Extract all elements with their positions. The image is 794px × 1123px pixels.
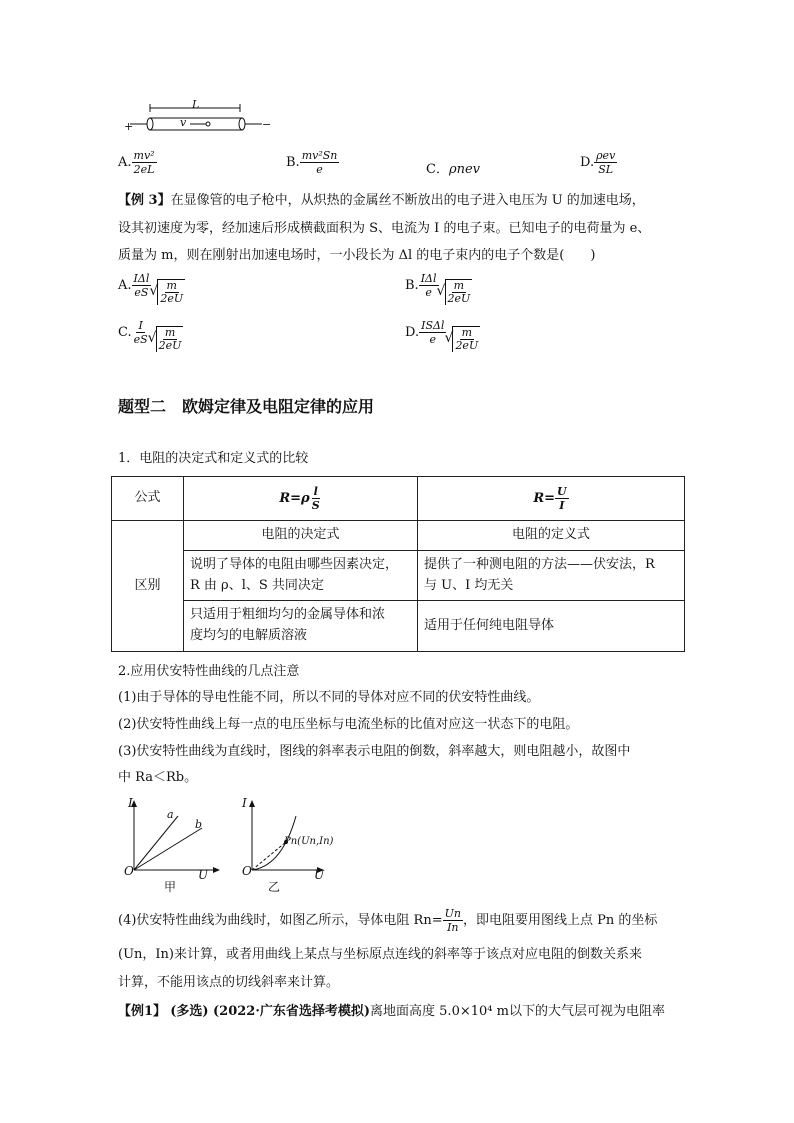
example3-option-a: A. $\frac{\text{IΔl}}{eS}$ √ $\frac{m}{2eU}$: [118, 273, 185, 305]
cell-definition-label: 电阻的定义式: [418, 521, 685, 551]
table-header-difference: 区别: [112, 521, 184, 652]
jia-y-label: I: [128, 796, 133, 810]
example1-line: 【例1】 (多选) (2022·广东省选择考模拟)离地面高度 5.0×10⁴ m以下的大气层可视为电阻率: [118, 1004, 665, 1019]
comparison-table: [111, 476, 685, 652]
example3-option-b: B. $\frac{\text{IΔl}}{e}$ √ $\frac{m}{2eU}$: [405, 273, 472, 305]
yi-point-label: Pn(Un,In): [284, 836, 334, 847]
line-a: [134, 816, 178, 870]
chord-line: [252, 842, 286, 870]
item2-point3a: (3)伏安特性曲线为直线时，图线的斜率表示电阻的倒数，斜率越大，则电阻越小，故图中: [118, 744, 631, 759]
jia-x-label: U: [198, 868, 209, 882]
option-d: D. $\frac{\text{ρev}}{SL}$: [580, 149, 616, 176]
cell-determining-scope: 只适用于粗细均匀的金属导体和浓 度均匀的电解质溶液: [184, 601, 418, 652]
formula-determining: R=ρ $\frac{l}{S}$: [184, 477, 418, 521]
example3-line3: 质量为 m，则在刚射出加速电场时，一小段长为 Δl 的电子束内的电子个数是( ): [118, 248, 596, 263]
example3-line2: 设其初速度为零，经加速后形成横截面积为 S、电流为 I 的电子束。已知电子的电荷量为 e、: [118, 221, 651, 236]
cell-definition-scope: 适用于任何纯电阻导体: [418, 601, 685, 652]
cell-determining-label: 电阻的决定式: [184, 521, 418, 551]
example3-line1: 【例 3】在显像管的电子枪中，从炽热的金属丝不断放出的电子进入电压为 U 的加速电场，: [118, 193, 645, 208]
jia-origin-label: O: [124, 864, 134, 878]
line-b: [134, 828, 202, 870]
item2-title: 2.应用伏安特性曲线的几点注意: [118, 664, 300, 679]
yi-caption: 乙: [268, 880, 281, 894]
yi-origin-label: O: [242, 864, 252, 878]
cell-determining-meaning: 说明了导体的电阻由哪些因素决定， R 由 ρ、l、S 共同决定: [184, 550, 418, 601]
wire-velocity-label: v: [180, 116, 187, 129]
option-b: B. $\frac{\text{mv²Sn}}{e}$: [286, 149, 338, 176]
jia-line-a-label: a: [167, 808, 174, 821]
item4-line2: (Un，In)来计算，或者用曲线上某点与坐标原点连线的斜率等于该点对应电阻的倒数关系来: [118, 947, 642, 962]
section-title: 题型二 欧姆定律及电阻定律的应用: [118, 397, 375, 416]
wire-minus-sign: −: [262, 118, 272, 131]
jia-line-b-label: b: [195, 818, 203, 831]
option-a: A. $\frac{\text{mv²}}{2eL}$: [118, 149, 155, 176]
item2-point2: (2)伏安特性曲线上每一点的电压坐标与电流坐标的比值对应这一状态下的电阻。: [118, 717, 579, 732]
wire-plus-sign: +: [124, 120, 134, 133]
cell-definition-meaning: 提供了一种测电阻的方法——伏安法，R 与 U、I 均无关: [418, 550, 685, 601]
wire-length-label: L: [192, 98, 200, 111]
item4-line1: (4)伏安特性曲线为曲线时，如图乙所示，导体电阻 Rn= $\frac{Un}{In}$ ，即电阻要用图线上点 Pn 的坐标: [118, 907, 658, 934]
example3-option-c: C. $\frac{I}{eS}$ √ $\frac{m}{2eU}$: [118, 320, 183, 352]
yi-x-label: U: [314, 868, 325, 882]
formula-definition: R= $\frac{U}{I}$: [418, 477, 685, 521]
option-c: C．ρnev: [426, 162, 481, 177]
item1-title: 1．电阻的决定式和定义式的比较: [118, 451, 309, 466]
jia-caption: 甲: [164, 880, 177, 894]
item4-line3: 计算，不能用该点的切线斜率来计算。: [118, 975, 340, 990]
item2-point1: (1)由于导体的导电性能不同，所以不同的导体对应不同的伏安特性曲线。: [118, 690, 540, 705]
table-header-formula: 公式: [112, 477, 184, 521]
item2-point3b: 中 Ra＜Rb。: [118, 770, 198, 785]
wire-figure: [120, 96, 280, 136]
example3-option-d: D. $\frac{\text{ISΔl}}{e}$ √ $\frac{m}{2eU}$: [405, 320, 480, 352]
yi-y-label: I: [242, 796, 247, 810]
